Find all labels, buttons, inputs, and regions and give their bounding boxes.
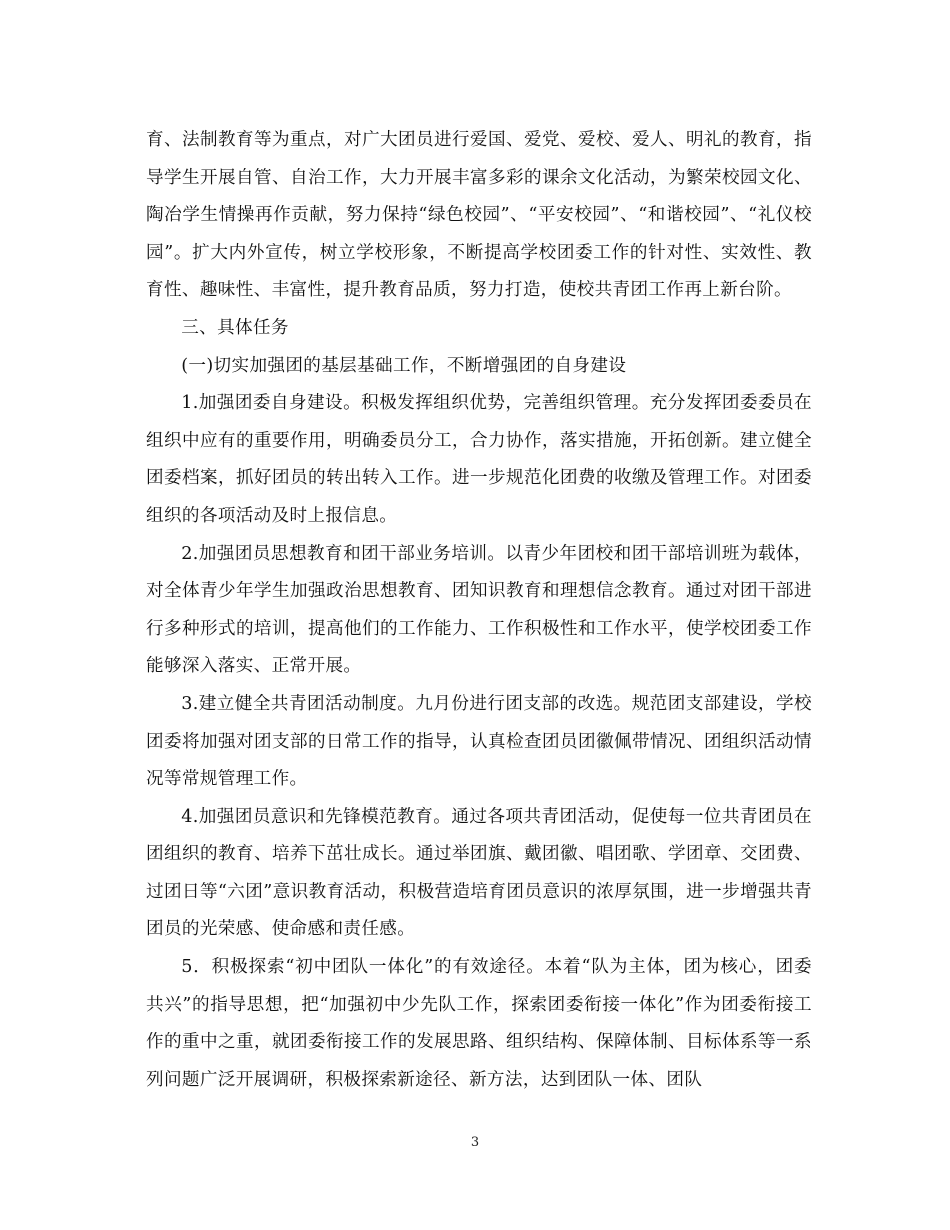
paragraph-continuation: 育、法制教育等为重点，对广大团员进行爱国、爱党、爱校、爱人、明礼的教育，指导学生开展自管、自治工作，大力开展丰富多彩的课余文化活动，为繁荣校园文化、陶冶学生情操再作贡献，努力保持“绿色校园”、“平安校园”、“和谐校园”、“礼仪校园”。扩大内外宣传，树立学校形象，不断提高学校团委工作的针对性、实效性、教育性、趣味性、丰富性，提升教育品质，努力打造，使校共青团工作再上新台阶。 [146,130,812,301]
document-body [146,122,812,1099]
list-item-4: 4.加强团员意识和先锋模范教育。通过各项共青团活动，促使每一位共青团员在团组织的教育、培养下茁壮成长。通过举团旗、戴团徽、唱团歌、学团章、交团费、过团日等“六团”意识教育活动，积极营造培育团员意识的浓厚氛围，进一步增强共青团员的光荣感、使命感和责任感。 [146,806,812,940]
section-heading-specific-tasks: 三、具体任务 [181,317,289,338]
list-item-1: 1.加强团委自身建设。积极发挥组织优势，完善组织管理。充分发挥团委委员在组织中应有的重要作用，明确委员分工，合力协作，落实措施，开拓创新。建立健全团委档案，抓好团员的转出转入工作。进一步规范化团费的收缴及管理工作。对团委组织的各项活动及时上报信息。 [146,393,812,526]
list-item-2: 2.加强团员思想教育和团干部业务培训。以青少年团校和团干部培训班为载体，对全体青少年学生加强政治思想教育、团知识教育和理想信念教育。通过对团干部进行多种形式的培训，提高他们的工作能力、工作积极性和工作水平，使学校团委工作能够深入落实、正常开展。 [146,543,812,677]
page-number: 3 [470,1135,480,1150]
list-item-3: 3.建立健全共青团活动制度。九月份进行团支部的改选。规范团支部建设，学校团委将加强对团支部的日常工作的指导，认真检查团员团徽佩带情况、团组织活动情况等常规管理工作。 [146,693,812,790]
subsection-heading-grassroots-work: (一)切实加强团的基层基础工作，不断增强团的自身建设 [181,355,627,376]
list-item-5: 5．积极探索“初中团队一体化”的有效途径。本着“队为主体，团为核心，团委共兴”的指导思想，把“加强初中少先队工作，探索团委衔接一体化”作为团委衔接工作的重中之重，就团委衔接工作的发展思路、组织结构、保障体制、目标体系等一系列问题广泛开展调研，积极探索新途径、新方法，达到团队一体、团队 [146,957,812,1090]
